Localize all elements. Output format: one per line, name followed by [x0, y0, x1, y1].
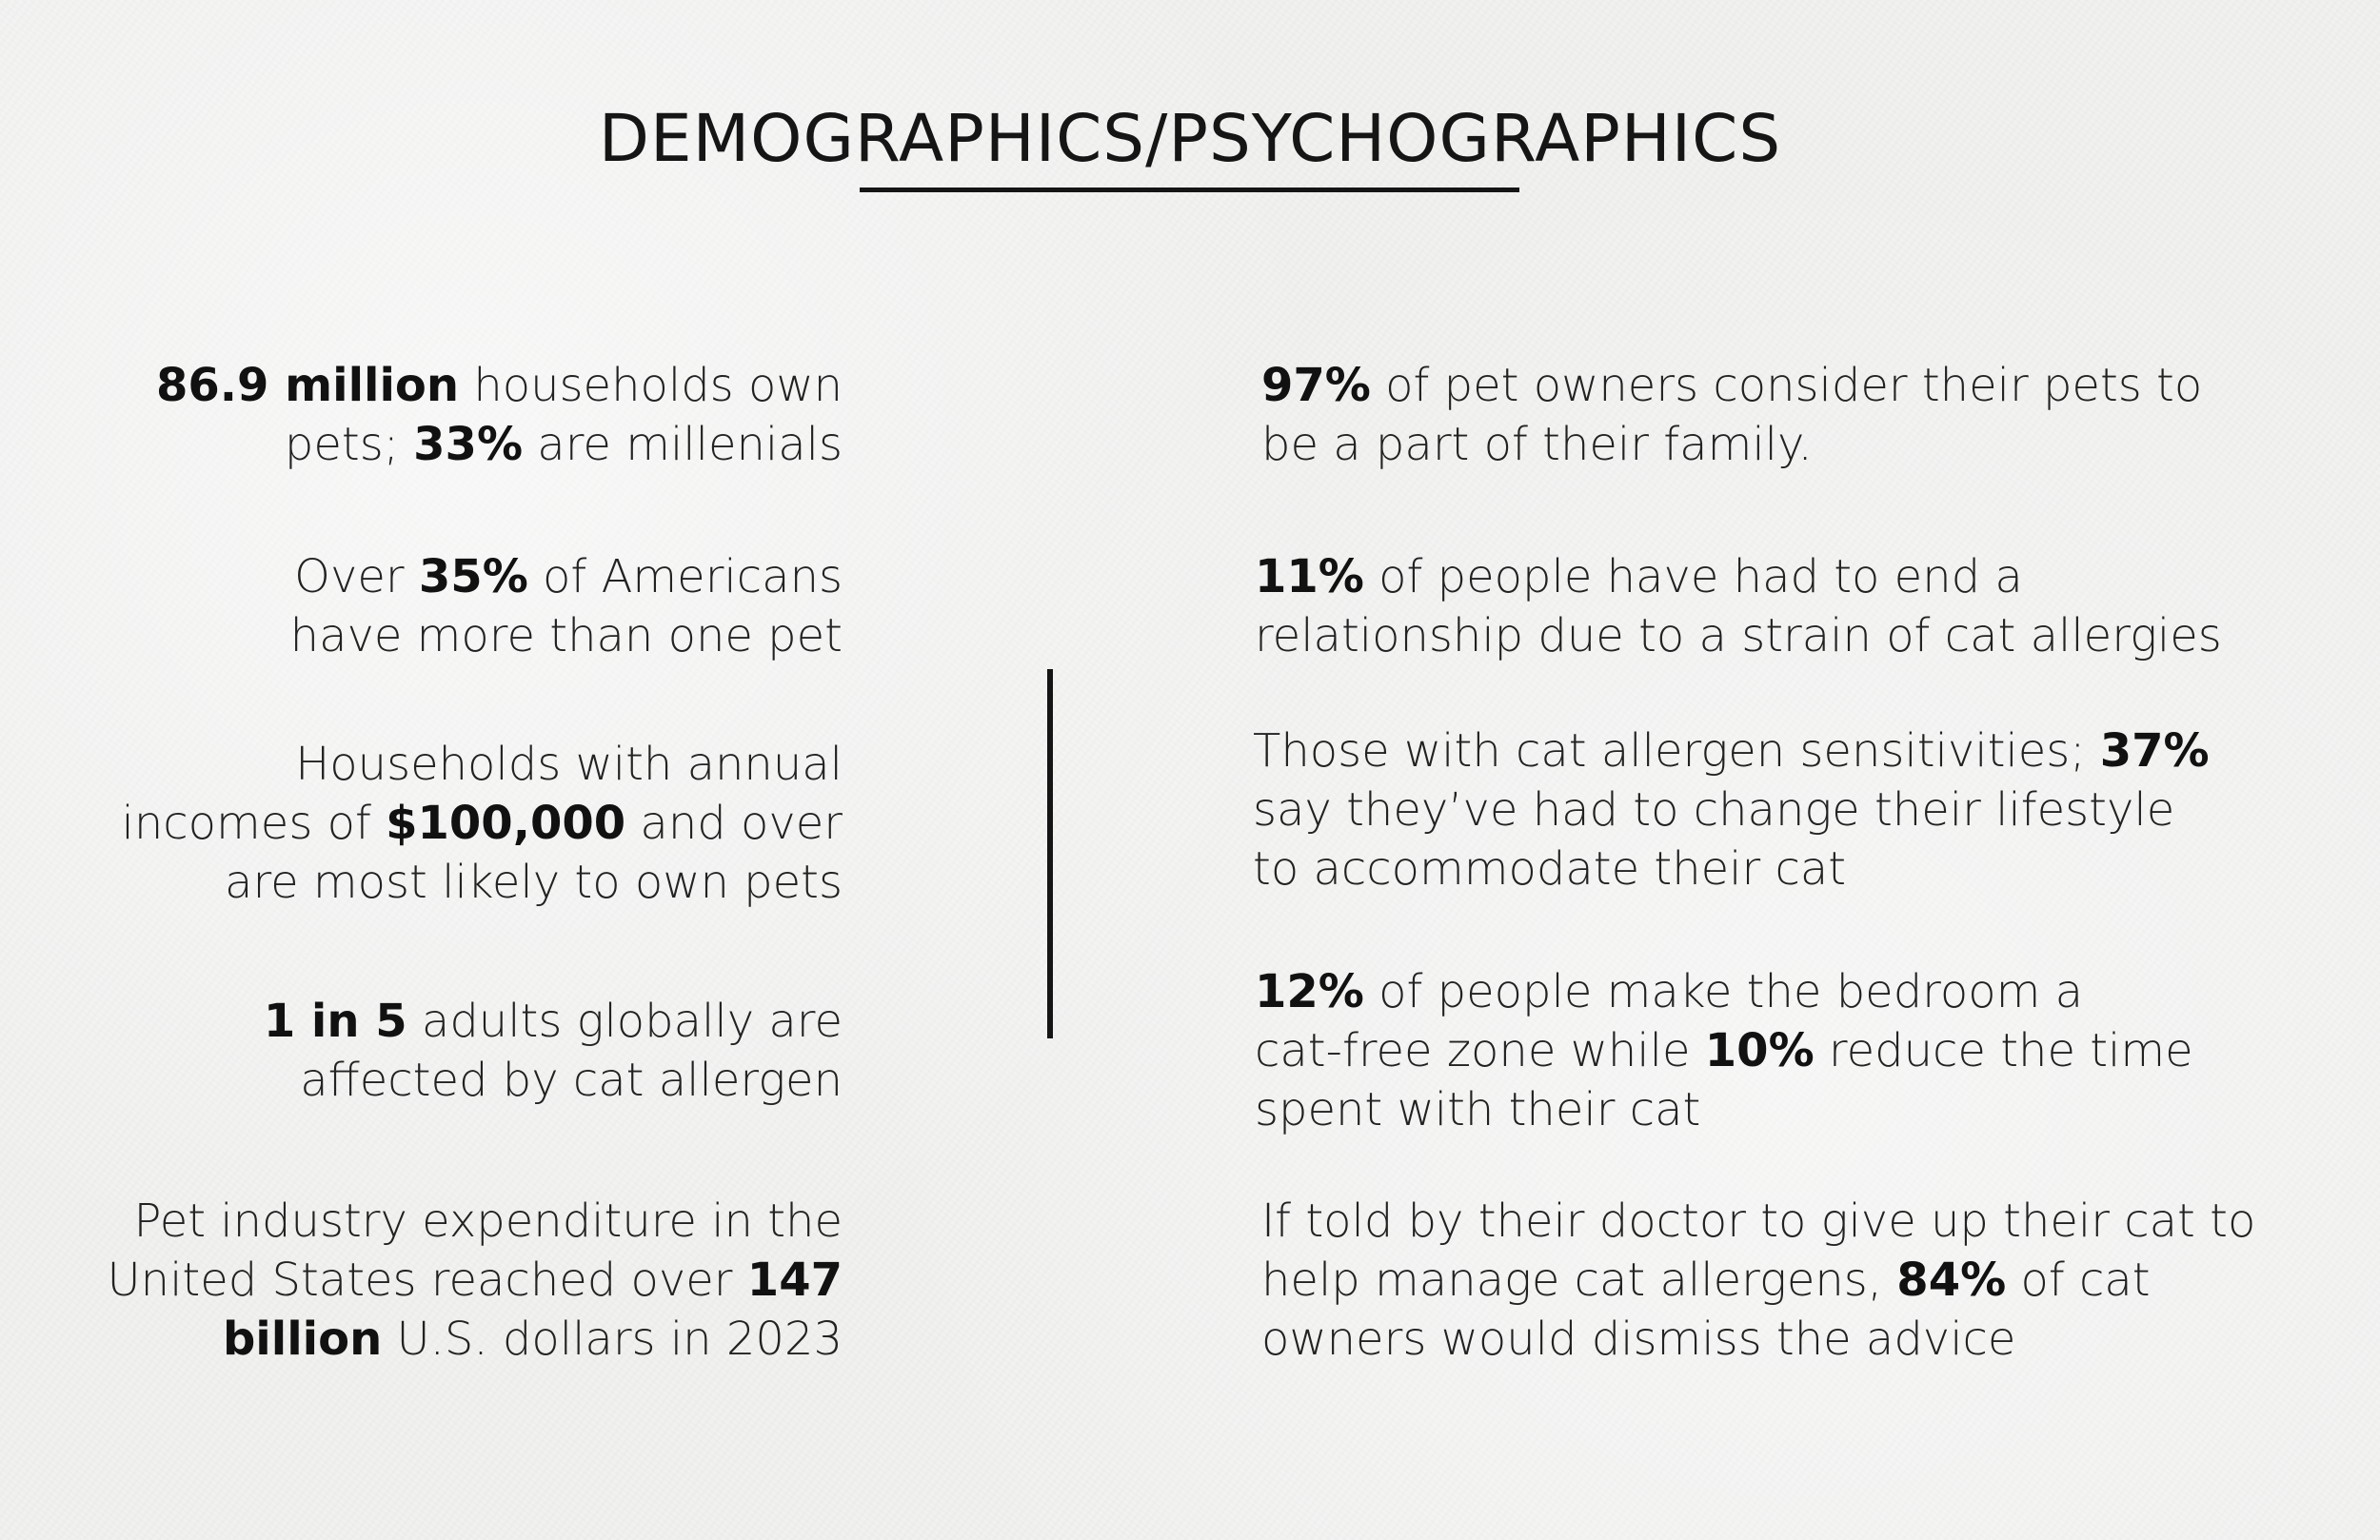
stat-line	[108, 1310, 843, 1369]
stat-line	[1255, 1080, 2193, 1139]
stat-text: of Americans	[527, 550, 843, 603]
stat-highlight: 12%	[1255, 965, 1364, 1018]
stat-line	[1261, 1251, 2255, 1310]
stat-line	[1255, 1021, 2193, 1080]
stat-line	[122, 794, 843, 853]
right-stat-family	[1261, 356, 2202, 474]
stat-text: relationship due to a strain of cat allergies	[1255, 609, 2222, 662]
column-divider	[1047, 669, 1053, 1038]
stat-line	[1255, 606, 2222, 665]
stat-text: of people have had to end a	[1363, 550, 2023, 603]
right-stat-doctor-advice	[1261, 1192, 2255, 1369]
stat-text: reduce the time	[1814, 1024, 2193, 1077]
stat-text: of cat	[2006, 1254, 2151, 1307]
stat-line	[156, 415, 843, 474]
stat-text: Those with cat allergen sensitivities;	[1253, 724, 2100, 778]
stat-text: pets;	[284, 418, 414, 471]
stat-line	[108, 1192, 843, 1251]
stat-line	[1261, 1192, 2255, 1251]
stat-line	[1261, 415, 2202, 474]
stat-text: are most likely to own pets	[225, 856, 843, 909]
left-stat-households	[156, 356, 843, 474]
stat-line	[108, 1251, 843, 1310]
stat-line	[264, 992, 843, 1051]
stat-highlight: 11%	[1255, 550, 1364, 603]
stat-text: owners would dismiss the advice	[1261, 1313, 2016, 1366]
left-stat-income	[122, 735, 843, 912]
stat-text: help manage cat allergens,	[1261, 1254, 1897, 1307]
stat-text: households own	[459, 359, 843, 412]
stat-highlight: 147	[746, 1254, 843, 1307]
stat-highlight: 33%	[413, 418, 524, 471]
stat-line	[1261, 356, 2202, 415]
stat-text: adults globally are	[407, 995, 843, 1048]
stat-line	[264, 1051, 843, 1110]
stat-highlight: 37%	[2099, 724, 2210, 778]
stat-line	[290, 547, 843, 606]
stat-text: cat-free zone while	[1255, 1024, 1705, 1077]
stat-line	[1255, 962, 2193, 1021]
stat-text: United States reached over	[107, 1254, 747, 1307]
title-underline	[860, 188, 1519, 192]
right-stat-relationship	[1255, 547, 2222, 665]
stat-line	[1253, 780, 2210, 839]
stat-highlight: 35%	[418, 550, 528, 603]
stat-highlight: 10%	[1704, 1024, 1815, 1077]
stat-text: Households with annual	[295, 738, 843, 791]
stat-text: are millenials	[523, 418, 843, 471]
right-stat-bedroom	[1255, 962, 2193, 1139]
stat-highlight: 1 in 5	[263, 995, 407, 1048]
stat-text: and over	[625, 797, 843, 850]
stat-text: U.S. dollars in 2023	[382, 1313, 843, 1366]
stat-text: Pet industry expenditure in the	[133, 1194, 843, 1248]
stat-line	[122, 853, 843, 912]
stat-text: spent with their cat	[1255, 1083, 1701, 1136]
stat-line	[1261, 1310, 2255, 1369]
stat-text: be a part of their family.	[1261, 418, 1813, 471]
stat-text: Over	[294, 550, 419, 603]
stat-highlight: 84%	[1896, 1254, 2007, 1307]
stat-text: say they’ve had to change their lifestyle	[1253, 783, 2175, 837]
right-stat-lifestyle	[1253, 721, 2210, 898]
stat-line	[122, 735, 843, 794]
stat-highlight: 86.9 million	[155, 359, 460, 412]
stat-line	[1255, 547, 2222, 606]
stat-highlight: 97%	[1261, 359, 1371, 412]
stat-text: of pet owners consider their pets to	[1370, 359, 2203, 412]
stat-text: incomes of	[121, 797, 387, 850]
stat-line	[1253, 839, 2210, 898]
left-stat-industry-expenditure	[108, 1192, 843, 1369]
stat-text: of people make the bedroom a	[1363, 965, 2084, 1018]
stat-text: If told by their doctor to give up their cat to	[1261, 1194, 2256, 1248]
stat-text: have more than one pet	[289, 609, 843, 662]
stat-line	[156, 356, 843, 415]
left-stat-multiple-pets	[290, 547, 843, 665]
stat-highlight: $100,000	[386, 797, 626, 850]
stat-highlight: billion	[222, 1313, 383, 1366]
stat-text: affected by cat allergen	[300, 1054, 843, 1107]
stat-line	[1253, 721, 2210, 780]
stat-text: to accommodate their cat	[1253, 842, 1847, 896]
left-stat-allergen-adults	[264, 992, 843, 1110]
page-title: DEMOGRAPHICS/PSYCHOGRAPHICS	[598, 101, 1782, 178]
stat-line	[290, 606, 843, 665]
